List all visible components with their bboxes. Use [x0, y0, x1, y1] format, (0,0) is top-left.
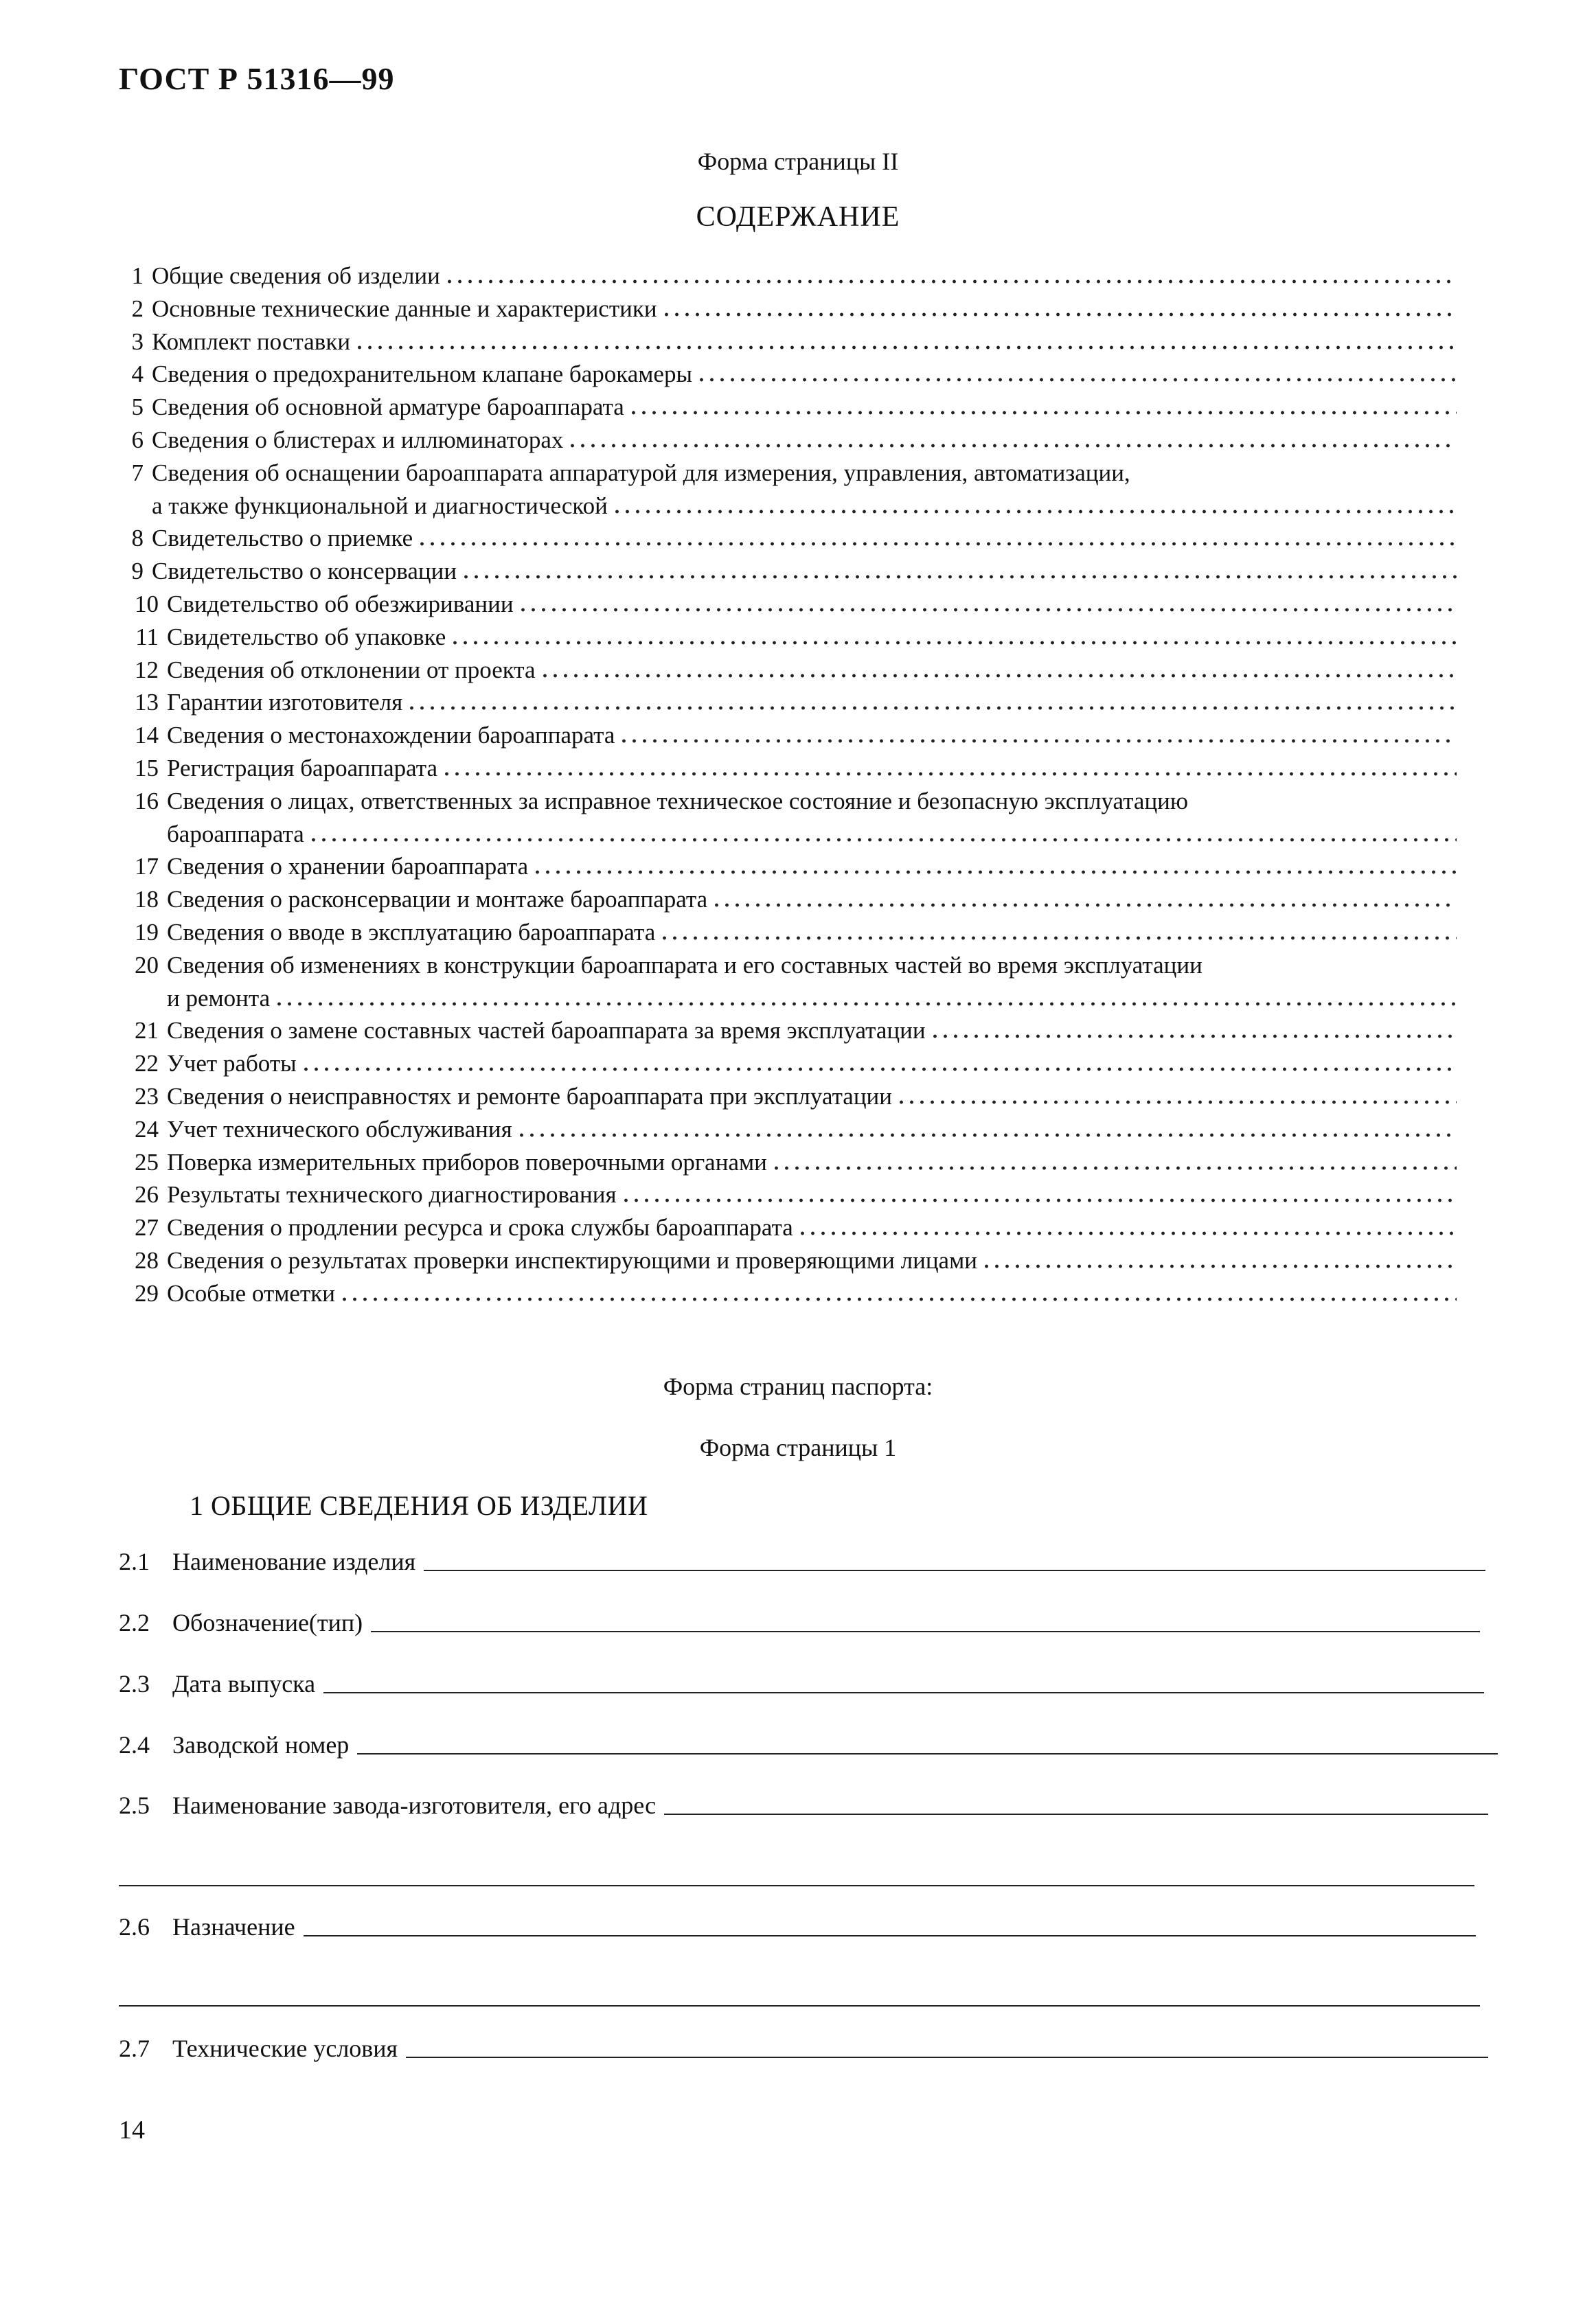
toc-item-number: 22 [135, 1050, 159, 1077]
field-number: 2.7 [119, 2035, 150, 2062]
toc-title: СОДЕРЖАНИЕ [696, 201, 900, 233]
toc-item-number: 18 [135, 886, 159, 913]
toc-item[interactable] [119, 555, 1457, 588]
toc-leader-dots [696, 378, 1457, 382]
toc-item-label: Регистрация бароаппарата [167, 754, 438, 781]
toc-item-number: 10 [135, 590, 159, 617]
field-label: Заводской номер [172, 1731, 350, 1759]
toc-leader-dots [444, 279, 1457, 284]
field-label: Технические условия [172, 2035, 398, 2062]
toc-item-number: 27 [135, 1214, 159, 1242]
toc-item-label: Свидетельство о приемке [152, 525, 413, 552]
field-number: 2.4 [119, 1731, 150, 1759]
field-purpose [119, 1912, 1476, 1941]
toc-leader-dots [619, 739, 1457, 743]
toc-item-number: 2 [131, 295, 144, 322]
field-fill-line[interactable] [664, 1807, 1488, 1815]
toc-item-number: 7 [131, 459, 144, 486]
toc-item-label: Результаты технического диагностирования [167, 1181, 617, 1209]
toc-item[interactable] [119, 916, 1457, 949]
toc-item-number: 6 [131, 426, 144, 453]
toc-leader-dots [659, 936, 1457, 940]
field-number: 2.2 [119, 1609, 150, 1636]
toc-item-label: Сведения о вводе в эксплуатацию бароаппарата [167, 918, 656, 946]
toc-leader-dots [301, 1067, 1457, 1071]
toc-item-number: 24 [135, 1115, 159, 1143]
field-label: Наименование изделия [172, 1548, 416, 1575]
field-technical-conditions [119, 2034, 1488, 2063]
field-fill-line[interactable] [357, 1746, 1498, 1755]
toc-leader-dots [612, 510, 1457, 514]
toc-item[interactable] [119, 752, 1457, 785]
field-fill-line[interactable] [406, 2050, 1488, 2058]
toc-item[interactable] [119, 260, 1457, 293]
toc-leader-dots [567, 444, 1457, 448]
toc-leader-dots [339, 1297, 1457, 1301]
toc-item[interactable] [119, 850, 1457, 883]
document-header: ГОСТ Р 51316—99 [119, 61, 395, 96]
field-continuation-line[interactable] [119, 2005, 1480, 2007]
toc-item-label: Свидетельство об упаковке [167, 623, 446, 650]
toc-leader-dots [981, 1264, 1457, 1268]
toc-item[interactable] [119, 1244, 1457, 1277]
toc-item-label: бароаппарата [167, 820, 304, 847]
toc-item-number: 13 [135, 689, 159, 716]
toc-item[interactable] [119, 457, 1457, 523]
toc-item-number: 29 [135, 1279, 159, 1307]
toc-item-number: 21 [135, 1017, 159, 1044]
toc-leader-dots [628, 411, 1457, 415]
field-serial-number [119, 1730, 1498, 1759]
toc-leader-dots [661, 312, 1457, 317]
toc-item-label: Поверка измерительных приборов поверочными органами [167, 1148, 767, 1176]
toc-item-label: Особые отметки [167, 1279, 335, 1307]
toc-item-number: 26 [135, 1181, 159, 1209]
field-fill-line[interactable] [371, 1624, 1480, 1632]
toc-item-label: а также функциональной и диагностической [152, 492, 608, 519]
field-number: 2.6 [119, 1913, 150, 1941]
field-fill-line[interactable] [323, 1685, 1484, 1693]
toc-item-number: 19 [135, 918, 159, 946]
toc-item-number: 5 [131, 393, 144, 421]
field-number: 2.5 [119, 1792, 150, 1819]
toc-item[interactable] [119, 588, 1457, 621]
toc-item-number: 1 [131, 262, 144, 289]
toc-item-label: Сведения о продлении ресурса и срока службы бароаппарата [167, 1214, 793, 1242]
toc-leader-dots [354, 345, 1457, 350]
field-label: Наименование завода-изготовителя, его адрес [172, 1792, 657, 1819]
toc-item-number: 28 [135, 1246, 159, 1274]
toc-item-number: 8 [131, 525, 144, 552]
page1-form-label: Форма страницы 1 [699, 1434, 897, 1461]
field-label: Назначение [172, 1913, 295, 1941]
toc-item-number: 12 [135, 656, 159, 683]
toc-leader-dots [516, 1133, 1457, 1137]
toc-item[interactable] [119, 719, 1457, 752]
toc-item-number: 3 [131, 328, 144, 355]
toc-leader-dots [518, 608, 1457, 612]
toc-item[interactable] [119, 1277, 1457, 1310]
toc-item[interactable] [119, 949, 1457, 1015]
toc-leader-dots [274, 1002, 1457, 1006]
toc-item-label: Сведения о замене составных частей бароаппарата за время эксплуатации [167, 1017, 926, 1044]
toc-item[interactable] [119, 424, 1457, 457]
toc-leader-dots [711, 903, 1457, 907]
field-manufacturer-address [119, 1791, 1488, 1820]
toc-item-label: Сведения об изменениях в конструкции бароаппарата и его составных частей во время эксплуатации [167, 951, 1202, 979]
toc-item[interactable] [119, 1014, 1457, 1047]
toc-form-label: Форма страницы II [697, 148, 899, 175]
toc-item-label: Сведения о предохранительном клапане барокамеры [152, 361, 692, 388]
field-number: 2.1 [119, 1548, 150, 1575]
field-product-name [119, 1547, 1485, 1576]
toc-item[interactable] [119, 1211, 1457, 1244]
field-label: Дата выпуска [172, 1670, 316, 1698]
toc-leader-dots [442, 772, 1457, 776]
toc-item-label: Сведения о расконсервации и монтаже бароаппарата [167, 886, 708, 913]
toc-item[interactable] [119, 1047, 1457, 1080]
toc-leader-dots [930, 1034, 1457, 1038]
toc-leader-dots [407, 706, 1457, 710]
toc-item[interactable] [119, 883, 1457, 916]
toc-leader-dots [621, 1198, 1457, 1202]
toc-item-number: 25 [135, 1148, 159, 1176]
toc-leader-dots [417, 542, 1457, 546]
toc-item-number: 9 [131, 558, 144, 585]
toc-item-label: Свидетельство об обезжиривании [167, 590, 514, 617]
toc-leader-dots [771, 1166, 1457, 1170]
toc-item[interactable] [119, 621, 1457, 654]
toc-item-number: 14 [135, 722, 159, 749]
toc-item-label: Свидетельство о консервации [152, 558, 457, 585]
toc-item-label: Сведения об основной арматуре бароаппарата [152, 393, 624, 421]
toc-item[interactable] [119, 686, 1457, 719]
toc-item-label: Комплект поставки [152, 328, 351, 355]
toc-item-number: 4 [131, 361, 144, 388]
toc-item-number: 23 [135, 1082, 159, 1110]
toc-item-label: Сведения о неисправностях и ремонте бароаппарата при эксплуатации [167, 1082, 893, 1110]
toc-item-number: 20 [135, 951, 159, 979]
toc-item-label: Сведения о результатах проверки инспектирующими и проверяющими лицами [167, 1246, 977, 1274]
page-number: 14 [119, 2116, 145, 2145]
toc-leader-dots [308, 838, 1457, 842]
toc-item[interactable] [119, 785, 1457, 851]
toc-item[interactable] [119, 293, 1457, 325]
toc-item-number: 16 [135, 787, 159, 814]
toc-item[interactable] [119, 1146, 1457, 1179]
toc-item-label: Сведения о лицах, ответственных за исправное техническое состояние и безопасную эксплуатацию [167, 787, 1189, 814]
toc-item-label: Сведения о местонахождении бароаппарата [167, 722, 615, 749]
toc-item-label: Гарантии изготовителя [167, 689, 403, 716]
toc-leader-dots [540, 674, 1457, 678]
field-label: Обозначение(тип) [172, 1609, 363, 1636]
field-fill-line[interactable] [424, 1563, 1485, 1571]
toc-item-number: 17 [135, 853, 159, 880]
toc-item-label: Основные технические данные и характеристики [152, 295, 657, 322]
toc-leader-dots [532, 870, 1457, 874]
toc-item-label: Общие сведения об изделии [152, 262, 440, 289]
toc-item-number: 11 [135, 623, 159, 650]
section-heading: 1 ОБЩИЕ СВЕДЕНИЯ ОБ ИЗДЕЛИИ [190, 1490, 648, 1521]
table-of-contents [119, 260, 1457, 1310]
toc-item-label: и ремонта [167, 984, 271, 1012]
toc-item[interactable] [119, 1080, 1457, 1113]
toc-item[interactable] [119, 522, 1457, 555]
toc-item[interactable] [119, 325, 1457, 358]
field-designation-type [119, 1608, 1480, 1637]
field-release-date [119, 1669, 1484, 1698]
toc-item-label: Сведения о хранении бароаппарата [167, 853, 529, 880]
toc-item-label: Сведения об отклонении от проекта [167, 656, 536, 683]
toc-item-label: Сведения об оснащении бароаппарата аппаратурой для измерения, управления, автоматизации, [152, 459, 1130, 486]
passport-form-label: Форма страниц паспорта: [663, 1373, 933, 1400]
toc-item[interactable] [119, 1178, 1457, 1211]
toc-item-number: 15 [135, 754, 159, 781]
toc-leader-dots [450, 641, 1457, 645]
toc-item[interactable] [119, 654, 1457, 687]
toc-item-label: Учет работы [167, 1050, 297, 1077]
field-continuation-line[interactable] [119, 1885, 1474, 1886]
toc-leader-dots [461, 575, 1457, 579]
toc-item[interactable] [119, 1113, 1457, 1146]
toc-item[interactable] [119, 358, 1457, 391]
field-number: 2.3 [119, 1670, 150, 1698]
field-fill-line[interactable] [304, 1928, 1476, 1936]
toc-leader-dots [797, 1231, 1457, 1235]
toc-item[interactable] [119, 391, 1457, 424]
toc-item-label: Учет технического обслуживания [167, 1115, 512, 1143]
toc-item-label: Сведения о блистерах и иллюминаторах [152, 426, 564, 453]
toc-leader-dots [896, 1100, 1457, 1104]
